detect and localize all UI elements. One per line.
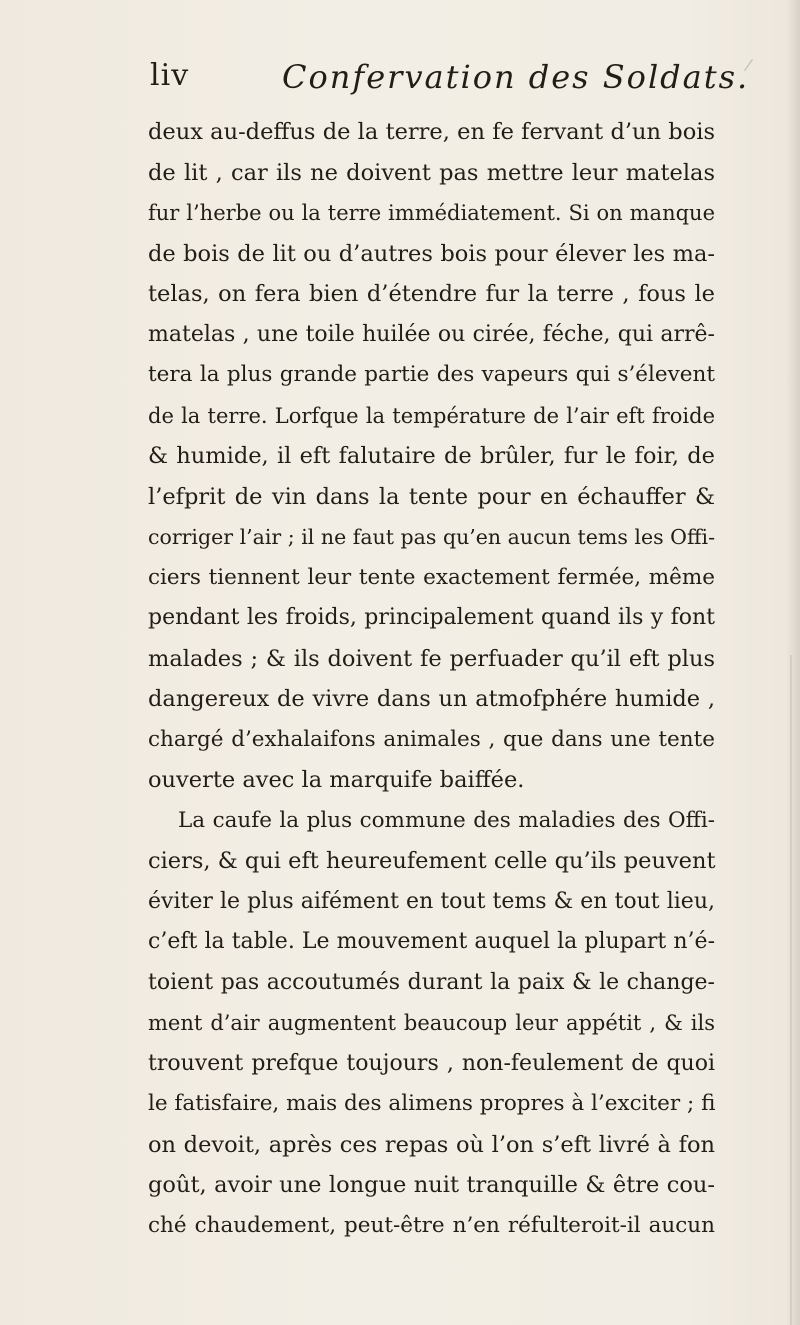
text-line-20: éviter le plus aifément en tout tems & en tout lieu, — [148, 888, 715, 914]
text-line-15: dangereux de vivre dans un atmofphére humide , — [148, 686, 715, 712]
text-line-10: l’efprit de vin dans la tente pour en échauffer & — [148, 483, 715, 510]
page-header — [150, 58, 750, 108]
text-line-17-paragraph-end: ouverte avec la marquife baiffée. — [148, 767, 525, 793]
text-line-26: on devoit, après ces repas où l’on s’eft livré à fon — [148, 1131, 715, 1158]
text-line-23: ment d’air augmentent beaucoup leur appétit , & ils — [148, 1011, 715, 1035]
text-line-19: ciers, & qui eft heureufement celle qu’ils peuvent — [148, 848, 716, 874]
text-line-16: chargé d’exhalaifons animales , que dans une tente — [148, 726, 715, 752]
text-line-5: telas, on fera bien d’étendre fur la terre , fous le — [148, 281, 715, 307]
text-line-2: de lit , car ils ne doivent pas mettre leur matelas — [148, 159, 715, 186]
page-number: liv — [150, 58, 190, 93]
text-line-9: & humide, il eft falutaire de brûler, fur le foir, de — [148, 443, 715, 469]
text-line-7: tera la plus grande partie des vapeurs qui s’élevent — [148, 362, 715, 387]
text-line-6: matelas , une toile huilée ou cirée, féche, qui arrê- — [148, 321, 715, 347]
page-edge-shadow — [786, 0, 800, 1325]
running-title: Confervation des Soldats. — [282, 58, 750, 96]
text-line-24: trouvent prefque toujours , non-feulement de quoi — [148, 1050, 715, 1076]
text-line-25: le fatisfaire, mais des alimens propres à l’exciter ; fi — [148, 1091, 716, 1116]
text-line-28: ché chaudement, peut-être n’en réfulteroit-il aucun — [148, 1212, 715, 1238]
text-line-21: c’eft la table. Le mouvement auquel la plupart n’é- — [148, 929, 715, 954]
text-line-12: ciers tiennent leur tente exactement fermée, même — [148, 564, 715, 590]
text-line-4: de bois de lit ou d’autres bois pour élever les ma- — [148, 240, 715, 267]
text-line-3: fur l’herbe ou la terre immédiatement. Si on manque — [148, 201, 715, 225]
binding-shadow — [790, 655, 792, 1325]
text-line-27: goût, avoir une longue nuit tranquille & être cou- — [148, 1172, 715, 1198]
body-text — [148, 112, 715, 1246]
text-line-11: corriger l’air ; il ne faut pas qu’en aucun tems les Offi- — [148, 525, 715, 549]
text-line-8: de la terre. Lorfque la température de l’air eft froide — [148, 403, 715, 428]
text-line-22: toient pas accoutumés durant la paix & le change- — [148, 969, 715, 995]
text-line-14: malades ; & ils doivent fe perfuader qu’il eft plus — [148, 645, 715, 672]
text-line-18-paragraph-start: La caufe la plus commune des maladies des Offi- — [178, 807, 715, 833]
text-line-1: deux au-deffus de la terre, en fe fervant d’un bois — [148, 119, 715, 145]
text-line-13: pendant les froids, principalement quand ils y font — [148, 605, 715, 630]
